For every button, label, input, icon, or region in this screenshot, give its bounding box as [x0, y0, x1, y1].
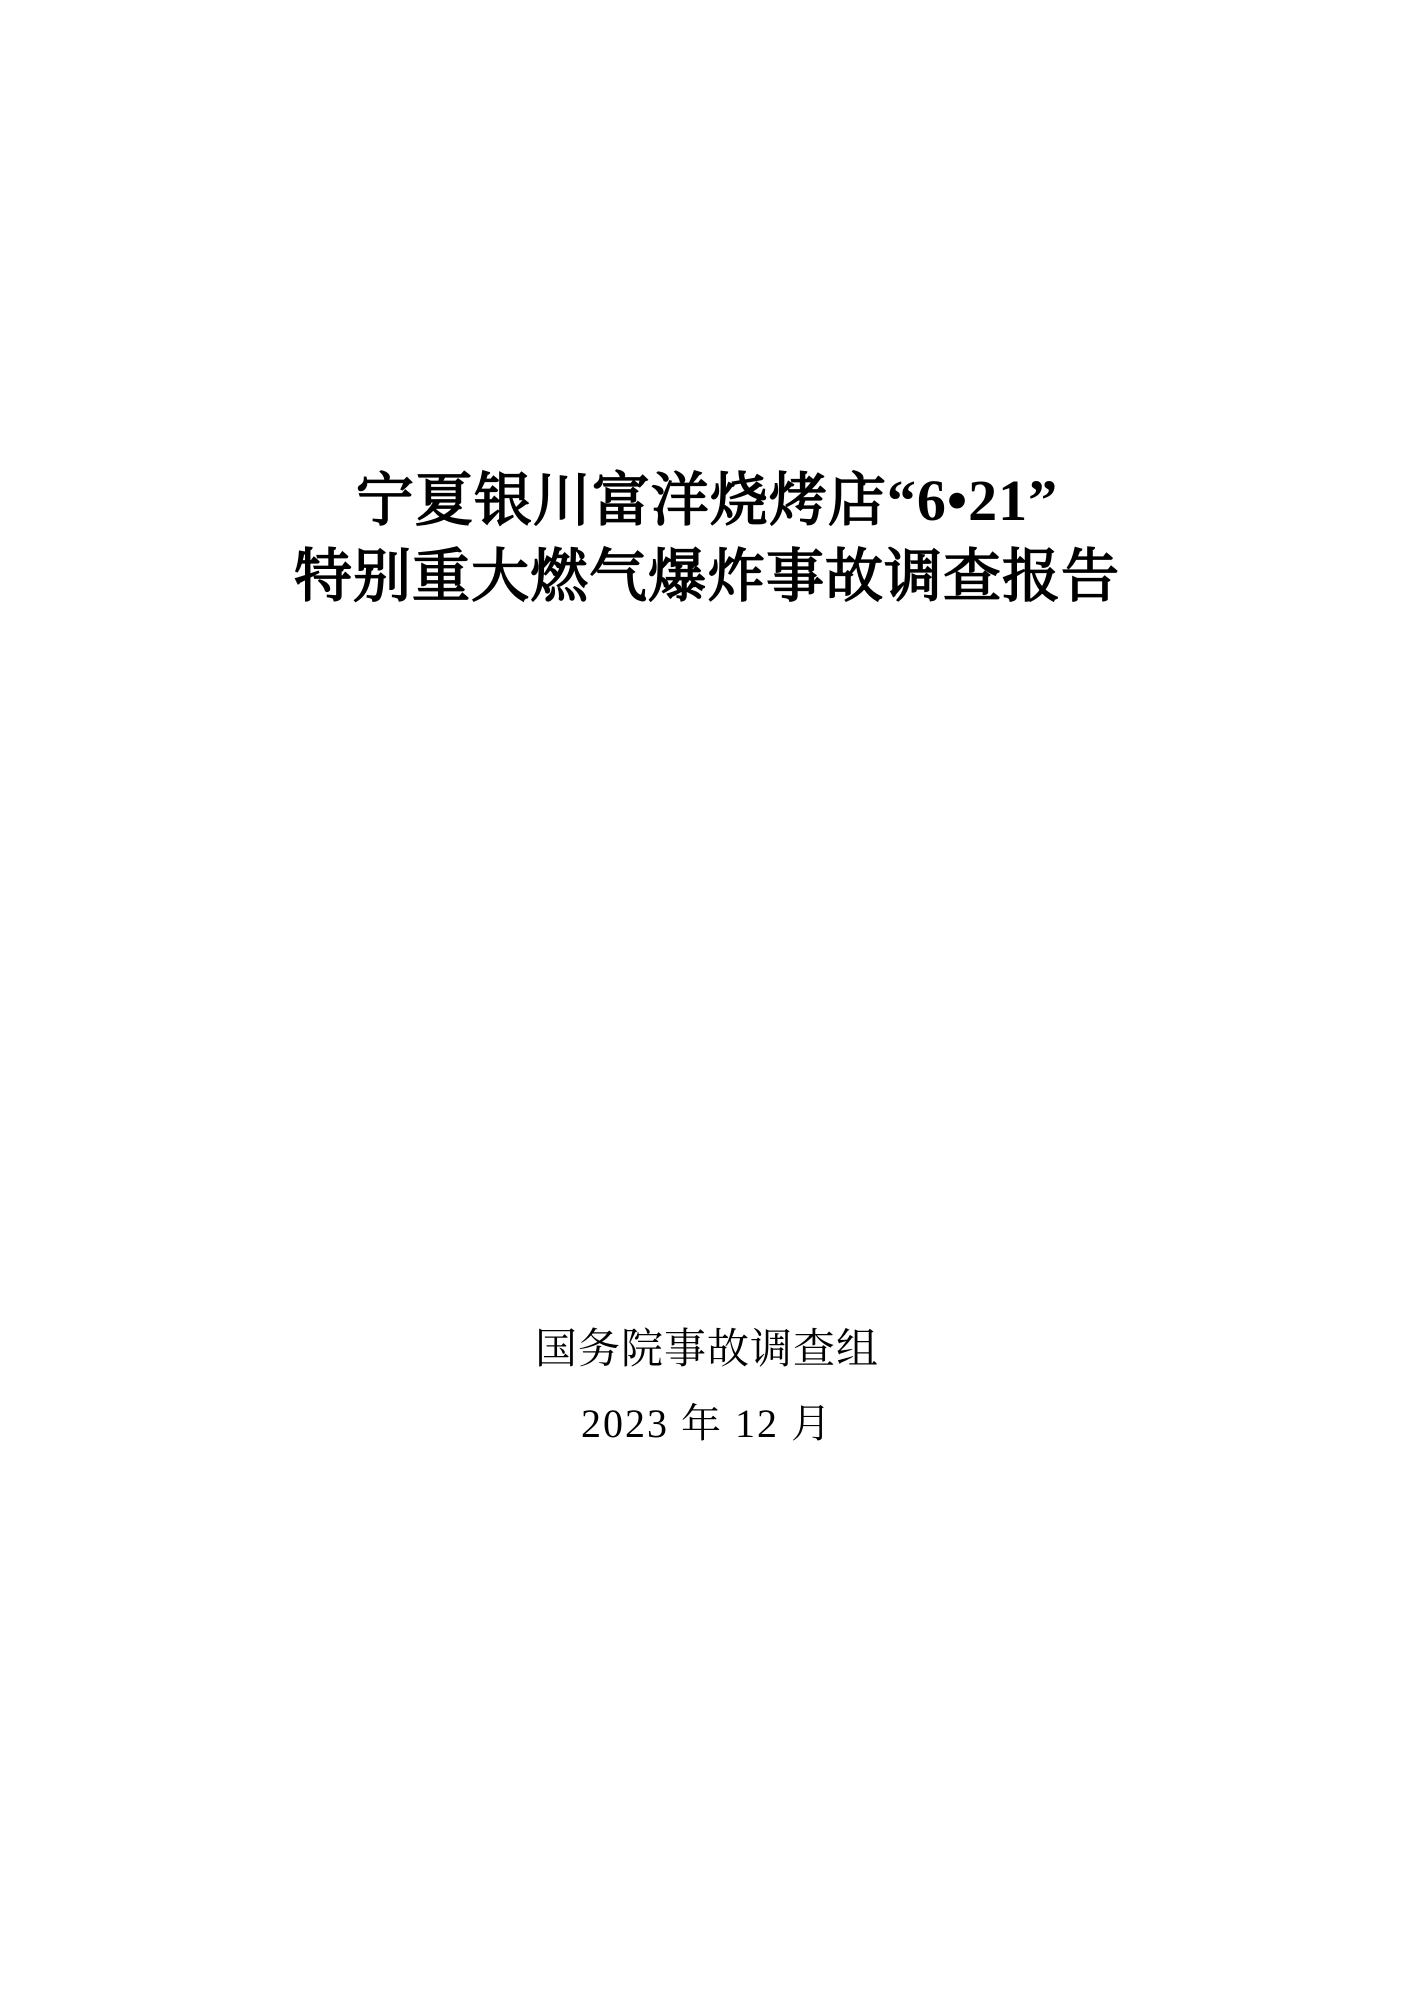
issuing-organization: 国务院事故调查组	[534, 1327, 879, 1373]
publication-date: 2023 年 12 月	[581, 1401, 833, 1446]
report-title-line1: 宁夏银川富洋烧烤店“6•21”	[355, 468, 1059, 533]
report-title-line2: 特别重大燃气爆炸事故调查报告	[293, 544, 1120, 609]
report-title	[0, 463, 1414, 615]
report-footer	[0, 1322, 1414, 1452]
